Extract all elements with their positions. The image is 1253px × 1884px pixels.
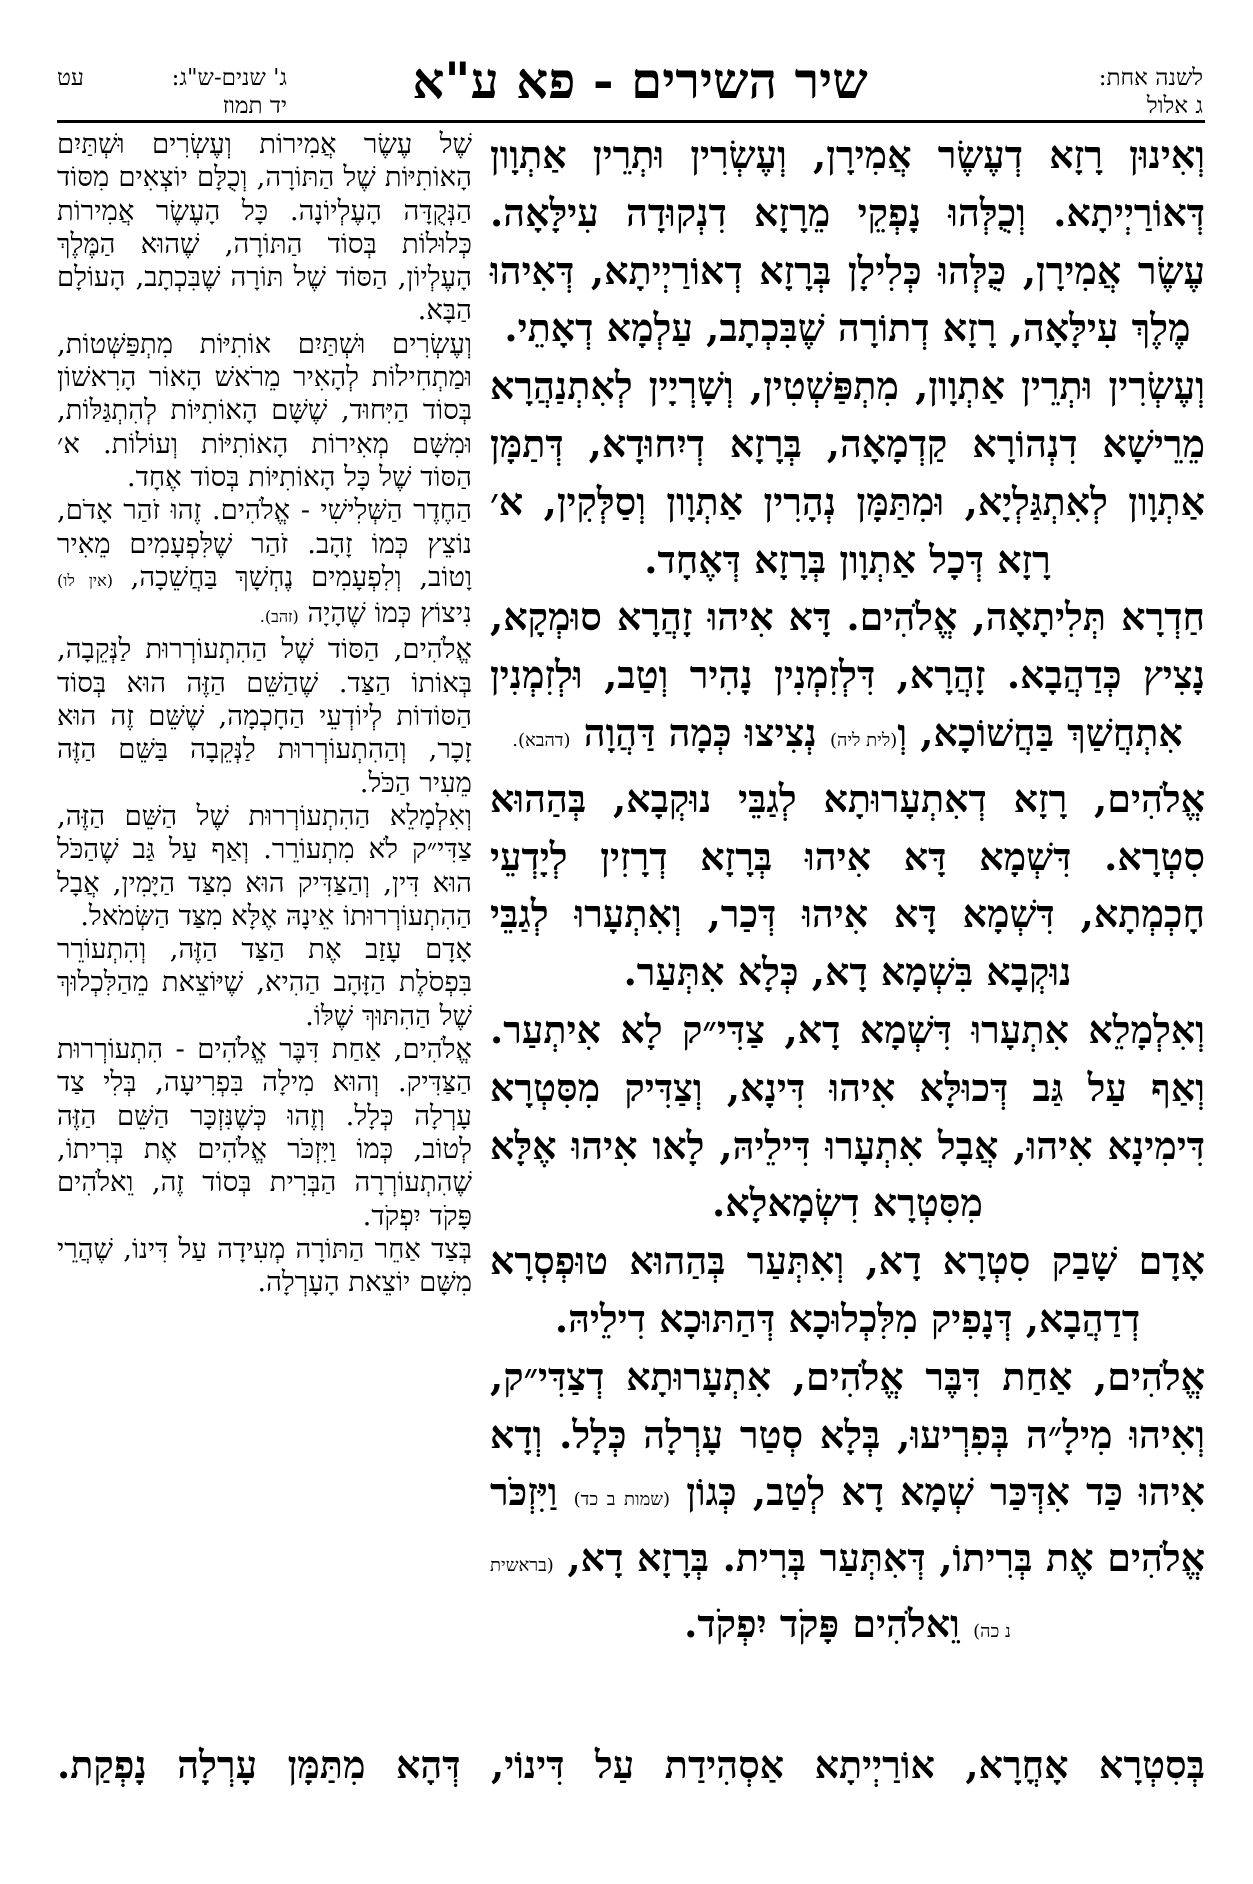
main-paragraph: וְעֶשְׂרִין וּתְרֵין אַתְוָון, מִתְפַּשְׁטִין, וְשָׁרְיָין לְאִתְנַהֲרָא מֵרֵישָׁא דִנְהוֹרָא קַדְמָאָה, בְּרָזָא דְיִחוּדָא, דְּתַמָּן אַתְוָון לְאִתְגַּלְיָא, וּמִתַּמָּן נְהָרִין אַתְוָון וְסַלְּקִין, א׳ רָזָא דְּכָל אַתְוָון בְּרָזָא דְּאֶחָד.: [490, 363, 1205, 582]
page-footer-text: בְּסִטְרָא אָחֳרָא, אוֹרַיְיתָא אַסְהִידַת עַל דִּינוֹי, דְּהָא מִתַּמָּן עָרְלָה נָפְקַת.: [57, 1742, 1205, 1787]
translation-paragraph: אֱלֹהִים, אַחַת דִּבֶּר אֱלֹהִים - הִתְעוֹרְרוּת הַצַּדִּיק. וְהוּא מִילָה בִּפְרִיעָה, בְּלִי צַד עָרְלָה כְּלָל. וְזֶהוּ כְּשֶׁנִּזְכָּר הַשֵּׁם הַזֶּה לְטוֹב, כְּמוֹ וַיִּזְכֹּר אֱלֹהִים אֶת בְּרִיתוֹ, שֶׁהִתְעוֹרְרָה הַבְּרִית בְּסוֹד זֶה, וֵאלֹהִים פָּקֹד יִפְקֹד.: [57, 1033, 472, 1232]
footnote-marker: (לית ליה): [829, 729, 898, 751]
header-rule: [57, 120, 1205, 123]
page-number: עט: [57, 65, 84, 91]
header-left: [57, 64, 287, 120]
source-citation: (שמות ב כד): [573, 1489, 671, 1511]
main-paragraph: וְאִינוּן רָזָא דְעֶשֶׂר אֲמִירָן, וְעֶשְׂרִין וּתְרֵין אַתְוָון דְּאוֹרַיְיתָא. וְכֻלְּהוּ נָפְקֵי מֵרָזָא דִנְקוּדָה עִילָּאָה. עֶשֶׂר אֲמִירָן, כֻּלְּהוּ כְּלִילָן בְּרָזָא דְאוֹרַיְיתָא, דְּאִיהוּ מֶלֶךְ עִילָּאָה, רָזָא דְתוֹרָה שֶׁבִּכְתָב, עַלְמָא דְאָתֵי.: [490, 132, 1205, 351]
main-paragraph: אָדָם שָׁבַק סִטְרָא דָא, וְאִתְּעַר בְּהַהוּא טוּפְסְרָא דְדַהֲבָא, דְּנָפִיק מִלִּכְלוּכָא דְּהַתּוּכָא דִילֵיהּ.: [490, 1238, 1205, 1341]
reading-schedule-one-year: לשנה אחת:: [1098, 65, 1203, 91]
translation-paragraph: אֱלֹהִים, הַסּוֹד שֶׁל הַהִתְעוֹרְרוּת לַנְּקֵבָה, בְּאוֹתוֹ הַצַּד. שֶׁהַשֵּׁם הַזֶּה הוּא בְּסוֹד הַסּוֹדוֹת לְיוֹדְעֵי הַחָכְמָה, שֶׁשֵּׁם זֶה הוּא זָכָר, וְהַהִתְעוֹרְרוּת לַנְּקֵבָה בַּשֵּׁם הַזֶּה מֵעִיר הַכֹּל.: [57, 633, 472, 799]
source-citation: (בראשית נ כה): [490, 1555, 1011, 1642]
footnote-marker: (דהבא).: [512, 729, 571, 751]
translation-paragraph: אָדָם עָזַב אֶת הַצַּד הַזֶּה, וְהִתְעוֹרֵר בִּפְסֹלֶת הַזָּהָב הַהִיא, שֶׁיּוֹצֵאת מֵהַלִּכְלוּךְ שֶׁל הַהִתּוּךְ שֶׁלּוֹ.: [57, 933, 472, 1032]
main-paragraph: אֱלֹהִים, אַחַת דִּבֶּר אֱלֹהִים, אִתְעָרוּתָא דְצַדִּי״ק, וְאִיהוּ מִילָ״ה בְּפִרְיעוּ, בְּלָא סְטַר עָרְלָה כְּלָל. וְדָא אִיהוּ כַּד אִדְּכַּר שְׁמָא דָא לְטַב, כְּגוֹן (שמות ב כד) וַיִּזְכֹּר אֱלֹהִים אֶת בְּרִיתוֹ, דְּאִתְּעַר בְּרִית. בְּרָזָא דָא, (בראשית נ כה) וֵאלֹהִים פָּקֹד יִפְקֹד.: [490, 1353, 1205, 1646]
page-title: שיר השירים - פא ע"א: [412, 51, 868, 110]
reading-date-three-years: יד תמוז: [222, 93, 287, 119]
main-paragraph: חַדְרָא תְּלִיתָאָה, אֱלֹהִים. דָּא אִיהוּ זָהֲרָא סוּמְקָא, נָצִיץ כְּדַהֲבָא. זָהֲרָא, דִּלְזִמְנִין נָהִיר וְטַב, וּלְזִמְנִין אִתְחֲשַׁךְ בַּחֲשׁוֹכָא, וְ(לית ליה) נְצִיצוּ כְּמָה דַּהֲוָה (דהבא).: [490, 594, 1205, 755]
translation-paragraph: שֶׁל עֶשֶׂר אֲמִירוֹת וְעֶשְׂרִים וּשְׁתַּיִם הָאוֹתִיּוֹת שֶׁל הַתּוֹרָה, וְכֻלָּם יוֹצְאִים מִסּוֹד הַנְּקֻדָּה הָעֶלְיוֹנָה. כָּל הָעֶשֶׂר אֲמִירוֹת כְּלוּלוֹת בְּסוֹד הַתּוֹרָה, שֶׁהוּא הַמֶּלֶךְ הָעֶלְיוֹן, הַסּוֹד שֶׁל תּוֹרָה שֶׁבִּכְתָב, הָעוֹלָם הַבָּא.: [57, 128, 472, 327]
translation-paragraph: בְּצַד אַחֵר הַתּוֹרָה מְעִידָה עַל דִּינוֹ, שֶׁהֲרֵי מִשָּׁם יוֹצֵאת הָעָרְלָה.: [57, 1232, 472, 1299]
translation-column: [57, 128, 472, 1299]
translation-paragraph: הַחֶדֶר הַשְּׁלִישִׁי - אֱלֹהִים. זֶהוּ זֹהַר אָדֹם, נוֹצֵץ כְּמוֹ זָהָב. זֹהַר שֶׁלִּפְעָמִים מֵאִיר וָטוֹב, וְלִפְעָמִים נֶחְשָׁךְ בַּחֲשֵׁכָה, (אין לו) נִיצוֹץ כְּמוֹ שֶׁהָיָה (זהב).: [57, 494, 472, 630]
footnote-marker: (אין לו): [57, 570, 113, 590]
reading-schedule-three-years: ג' שנים-ש"ג:: [171, 65, 287, 91]
main-paragraph: וְאִלְמָלֵא אִתְעָרוּ דִּשְׁמָא דָא, צַדִּי״ק לָא אִיתְעַר. וְאַף עַל גַּב דְּכוּלָּא אִיהוּ דִּינָא, וְצַדִּיק מִסִּטְרָא דִּימִינָא אִיהוּ, אֲבָל אִתְעָרוּ דִּילֵיהּ, לָאו אִיהוּ אֶלָּא מִסִּטְרָא דִשְׂמָאלָא.: [490, 1006, 1205, 1226]
header-right: [993, 64, 1203, 120]
main-paragraph: אֱלֹהִים, רָזָא דְאִתְעָרוּתָא לְגַבֵּי נוּקְבָא, בְּהַהוּא סִטְרָא. דִּשְׁמָא דָּא אִיהוּ בְּרָזָא דְרָזִין לְיָדְעֵי חָכְמְתָא, דִּשְׁמָא דָּא אִיהוּ דְּכַר, וְאִתְעָרוּ לְגַבֵּי נוּקְבָא בִּשְׁמָא דָא, כְּלָא אִתְּעַר.: [490, 775, 1205, 995]
reading-date-one-year: ג אלול: [1146, 93, 1203, 119]
translation-paragraph: וְאִלְמָלֵא הַהִתְעוֹרְרוּת שֶׁל הַשֵּׁם הַזֶּה, צַדִּי״ק לֹא מִתְעוֹרֵר. וְאַף עַל גַּב שֶׁהַכֹּל הוּא דִּין, וְהַצַּדִּיק הוּא מִצַּד הַיָּמִין, אֲבָל הַהִתְעוֹרְרוּתוֹ אֵינָהּ אֶלָּא מִצַּד הַשְּׂמֹאל.: [57, 799, 472, 932]
footnote-marker: (זהב).: [259, 607, 299, 627]
main-text-column: [490, 126, 1205, 1661]
translation-paragraph: וְעֶשְׂרִים וּשְׁתַּיִם אוֹתִיּוֹת מִתְפַּשְּׁטוֹת, וּמַתְחִילוֹת לְהָאִיר מֵרֹאשׁ הָאוֹר הָרִאשׁוֹן בְּסוֹד הַיִּחוּד, שֶׁשָּׁם הָאוֹתִיּוֹת לְהִתְגַּלּוֹת, וּמִשָּׁם מְאִירוֹת הָאוֹתִיּוֹת וְעוֹלוֹת. א׳ הַסּוֹד שֶׁל כָּל הָאוֹתִיּוֹת בְּסוֹד אֶחָד.: [57, 327, 472, 493]
